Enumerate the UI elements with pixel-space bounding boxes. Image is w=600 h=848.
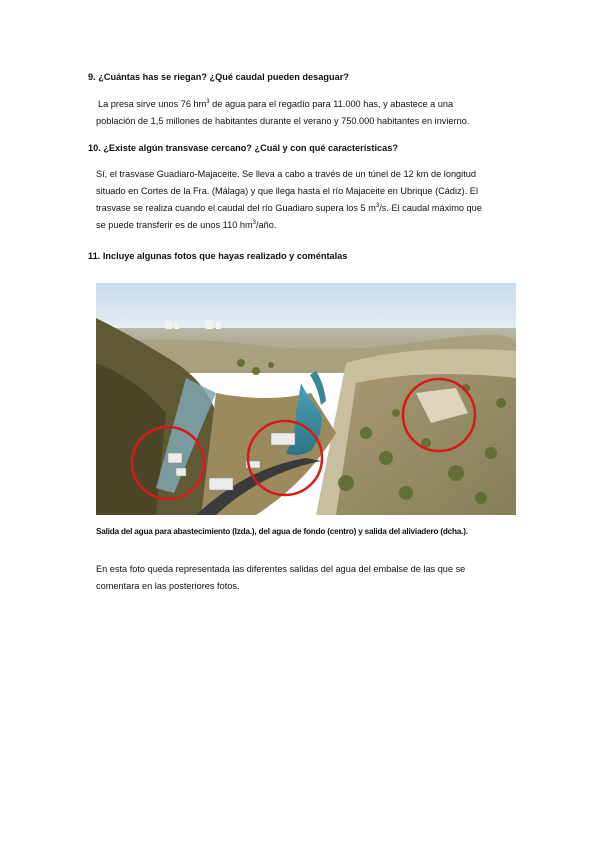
photo-comment: [96, 561, 516, 595]
answer-10-line2: situado en Cortes de la Fra. (Málaga) y que llega hasta el río Majaceite en Ubrique (Cádiz). El: [96, 186, 478, 196]
comment-line2: comentara en las posteriores fotos.: [96, 581, 240, 591]
dam-photo: [96, 283, 516, 515]
answer-10-line3: trasvase se realiza cuando el caudal del río Guadiaro supera los 5 m: [96, 203, 376, 213]
answer-10-line1: Sí, el trasvase Guadiaro-Majaceite. Se lleva a cabo a través de un túnel de 12 km de longitud: [96, 169, 476, 179]
question-11-title: 11. Incluye algunas fotos que hayas realizado y coméntalas: [88, 251, 348, 261]
question-10-answer: [96, 166, 514, 234]
question-9-title: 9. ¿Cuántas has se riegan? ¿Qué caudal pueden desaguar?: [88, 72, 349, 82]
superscript: 3: [252, 220, 256, 226]
superscript: 3: [206, 99, 210, 105]
answer-10-line3-rest: /s. El caudal máximo que: [379, 203, 482, 213]
answer-9-line2: población de 1,5 millones de habitantes durante el verano y 750.000 habitantes en invierno.: [96, 116, 470, 126]
answer-9-line1: La presa sirve unos 76 hm: [98, 99, 207, 109]
answer-9-line1-rest: de agua para el regadío para 11.000 has, y abastece a una: [209, 99, 454, 109]
answer-10-line4: se puede transferir es de unos 110 hm: [96, 220, 253, 230]
question-9-answer: [96, 96, 514, 130]
comment-line1: En esta foto queda representada las diferentes salidas del agua del embalse de las que se: [96, 564, 466, 574]
photo-caption: Salida del agua para abastecimiento (Izda.), del agua de fondo (centro) y salida del aliviadero (dcha.).: [96, 527, 468, 536]
superscript: 3: [375, 203, 380, 209]
answer-10-line4-rest: /año.: [255, 220, 277, 230]
question-10-title: 10. ¿Existe algún transvase cercano? ¿Cuál y con qué características?: [88, 143, 398, 153]
